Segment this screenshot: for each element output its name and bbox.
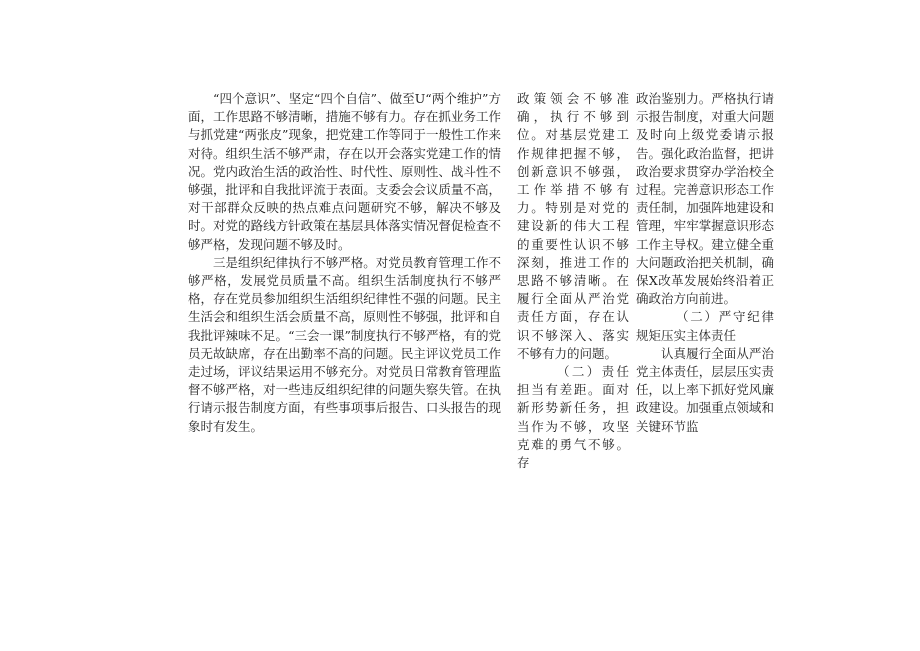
paragraph-organizational-discipline: 三是组织纪律执行不够严格。对党员教育管理工作不够严格，发展党员质量不高。组织生活制度执行不够严格，存在党员参加组织生活组织纪律性不强的问题。民主生活会和组织生活会质量不高，原则性不够强，批评和自我批评辣味不足。“三会一课”制度执行不够严格，有的党员无故缺席，存在出勤率不高的问题。民主评议党员工作走过场，评议结果运用不够充分。对党员日常教育管理监督不够严格，对一些违反组织纪律的问题失察失管。在执行请示报告制度方面，有些事项事后报告、口头报告的现象时有发生。 — [188, 254, 501, 434]
paragraph-main-responsibility: 认真履行全面从严治党主体责任，层层压实责任，以上率下抓好党风廉政建设。加强重点领域和关键环节监 — [636, 345, 774, 434]
paragraph-responsibility-gap: （二）责任担当有差距。面对新形势新任务，担当作为不够，攻坚克难的勇气不够。存 — [517, 364, 629, 471]
text-column-left — [188, 90, 501, 436]
paragraph-political-judgment: 政治鉴别力。严格执行请示报告制度，对重大问题及时向上级党委请示报告。强化政治监督，把讲政治要求贯穿办学治校全过程。完善意识形态工作责任制，加强阵地建设和管理，牢牢掌握意识形态工作主导权。建立健全重大问题政治把关机制，确保X改革发展始终沿着正确政治方向前进。 — [636, 91, 774, 307]
section-heading-discipline: （二）严守纪律规矩压实主体责任 — [636, 309, 774, 343]
paragraph-political-awareness: “四个意识”、坚定“四个自信”、做至U“两个维护”方面，工作思路不够清晰，措施不够有力。存在抓业务工作与抓党建“两张皮”现象，把党建工作等同于一般性工作来对待。组织生活不够严肃，存在以开会落实党建工作的情况。党内政治生活的政治性、时代性、原则性、战斗性不够强，批评和自我批评流于表面。支委会会议质量不高，对干部群众反映的热点难点问题研究不够，解决不够及时。对党的路线方针政策在基层具体落实情况督促检查不够严格，发现问题不够及时。 — [188, 91, 501, 252]
text-column-middle — [517, 90, 629, 472]
paragraph-policy-understanding: 政策领会不够准确，执行不够到位。对基层党建工作规律把握不够，创新意识不够强，工作举措不够有力。特别是对党的建设新的伟大工程的重要性认识不够深刻，推进工作的思路不够清晰。在履行全面从严治党责任方面，存在认识不够深入、落实不够有力的问题。 — [517, 91, 629, 361]
text-column-right — [636, 90, 774, 436]
